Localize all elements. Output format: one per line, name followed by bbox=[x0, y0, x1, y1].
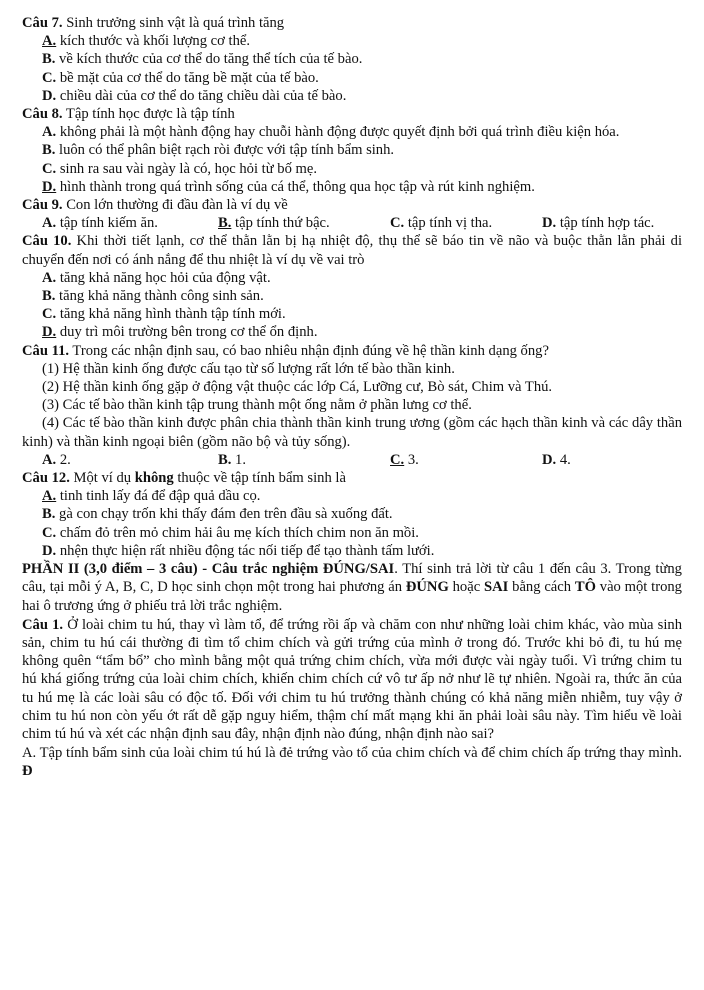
question-label: Câu 10. bbox=[22, 233, 72, 250]
options-row bbox=[22, 451, 682, 469]
option-letter: A. bbox=[42, 215, 57, 232]
option-letter: D. bbox=[42, 542, 57, 559]
option-a bbox=[22, 32, 682, 50]
option-text: 2. bbox=[56, 451, 71, 468]
option-letter-correct: A. bbox=[42, 33, 57, 50]
option-d bbox=[22, 87, 682, 105]
instruction-text: vào một trong hai ô trương ứng ở phiếu trả lời trắc nghiệm. bbox=[22, 579, 682, 614]
question-label: Câu 7. bbox=[22, 15, 63, 31]
option-a bbox=[42, 214, 218, 232]
option-letter: C. bbox=[42, 160, 57, 177]
question-stem: Khi thời tiết lạnh, cơ thể thằn lằn bị hạ nhiệt độ, thụ thể sẽ báo tin về não và buộc thằn lằn phải di chuyển đến nơi có ánh nắng để thu nhiệt là ví dụ về vai trò bbox=[22, 233, 683, 268]
option-text: 4. bbox=[556, 451, 571, 468]
question-passage: Ở loài chim tu hú, thay vì làm tổ, để trứng rồi ấp và chăm con như những loài chim khác, vào mùa sinh sản, chim tu hú cái thường đi tìm tổ chim chích và gửi trứng của mình ở trong đó. Trước khi bỏ đi, tu hú mẹ không quên “tẩm bổ” cho mình bằng một quả trứng chim chích, vừa mới được vài ngày tuổi. Vì trứng chim tu hú khá giống trứng của loài chim chích, khiến chim chích cứ vô tư ấp nở như lẽ tự nhiên. Ngoài ra, thức ăn của tu hú mẹ là các loài sâu có độc tố. Đối với chim tu hú trưởng thành chúng có khả năng miễn nhiễm, tuy vậy ở chim tu hú non còn yếu ớt rất dễ gặp nguy hiểm, thậm chí mất mạng khi ăn phải loài sâu này. Tìm hiểu về loài chim tú hú và xét các nhận định sau đây, nhận định nào đúng, nhận định nào sai? bbox=[22, 616, 683, 742]
option-letter: B. bbox=[42, 506, 56, 523]
options-row bbox=[22, 214, 682, 232]
statement-1: (1) Hệ thần kinh ống được cấu tạo từ số lượng rất lớn tế bào thần kinh. bbox=[42, 360, 455, 377]
option-text: kích thước và khối lượng cơ thể. bbox=[56, 33, 250, 50]
option-text: tập tính kiếm ăn. bbox=[56, 215, 158, 232]
option-text: tăng khả năng học hỏi của động vật. bbox=[56, 269, 271, 286]
option-text: bề mặt của cơ thể do tăng bề mặt của tế bào. bbox=[56, 69, 319, 86]
option-b bbox=[218, 451, 390, 469]
option-c bbox=[22, 524, 682, 542]
question-stem: Tập tính học được là tập tính bbox=[62, 106, 235, 123]
option-text: chiều dài của cơ thể do tăng chiều dài của tế bào. bbox=[56, 87, 347, 104]
option-text: nhện thực hiện rất nhiều động tác nối tiếp để tạo thành tấm lưới. bbox=[56, 542, 435, 559]
option-text: tập tính thứ bậc. bbox=[231, 215, 330, 232]
option-letter: A. bbox=[42, 269, 57, 286]
option-c bbox=[390, 214, 542, 232]
option-d bbox=[22, 542, 682, 560]
option-text: duy trì môi trường bên trong cơ thể ổn định. bbox=[56, 324, 318, 341]
option-text: tăng khả năng hình thành tập tính mới. bbox=[56, 306, 286, 323]
question-stem: thuộc về tập tính bẩm sinh là bbox=[173, 470, 346, 487]
question-label: Câu 1. bbox=[22, 616, 64, 633]
option-text: tập tính vị tha. bbox=[404, 215, 493, 232]
option-c bbox=[22, 69, 682, 87]
instruction-text: bằng cách bbox=[508, 579, 575, 596]
option-letter-correct: B. bbox=[218, 215, 232, 232]
question-7 bbox=[22, 14, 682, 32]
question-stem-emphasis: không bbox=[134, 470, 174, 487]
option-a bbox=[22, 487, 682, 505]
option-d bbox=[542, 214, 682, 232]
option-letter-correct: A. bbox=[42, 488, 57, 505]
option-c bbox=[22, 160, 682, 178]
option-letter: B. bbox=[42, 288, 56, 305]
option-c bbox=[390, 451, 542, 469]
instruction-text: . Thí sinh trả lời từ câu 1 đến câu 3. Trong từng câu, tại mỗi ý A, B, C, D học sinh chọn một trong hai phương án bbox=[22, 561, 682, 596]
question-stem: Trong các nhận định sau, có bao nhiêu nhận định đúng về hệ thần kinh dạng ống? bbox=[69, 342, 549, 359]
option-text: gà con chạy trốn khi thấy đám đen trên đầu sà xuống đất. bbox=[55, 506, 393, 523]
option-d bbox=[542, 451, 682, 469]
question-stem: Một ví dụ bbox=[69, 470, 135, 487]
part-2-instructions bbox=[22, 560, 682, 615]
option-a bbox=[22, 269, 682, 287]
statement-2: (2) Hệ thần kinh ống gặp ở động vật thuộc các lớp Cá, Lưỡng cư, Bò sát, Chim và Thú. bbox=[42, 379, 553, 396]
part-2-question-1 bbox=[22, 616, 682, 743]
option-letter: C. bbox=[390, 215, 405, 232]
option-text: chấm đỏ trên mỏ chim hải âu mẹ kích thích chim non ăn mồi. bbox=[56, 524, 419, 541]
option-b bbox=[22, 50, 682, 68]
option-d bbox=[22, 323, 682, 341]
statement-3: (3) Các tế bào thần kinh tập trung thành một ống nằm ở phần lưng cơ thể. bbox=[42, 397, 472, 414]
option-letter: A. bbox=[42, 451, 57, 468]
option-letter: C. bbox=[42, 524, 57, 541]
option-b bbox=[22, 141, 682, 159]
option-text: tập tính hợp tác. bbox=[556, 215, 655, 232]
option-letter: C. bbox=[42, 306, 57, 323]
option-text: sinh ra sau vài ngày là có, học hỏi từ bố mẹ. bbox=[56, 160, 318, 177]
question-12 bbox=[22, 469, 682, 487]
option-letter: D. bbox=[542, 451, 557, 468]
question-9 bbox=[22, 196, 682, 214]
instruction-emphasis: SAI bbox=[484, 579, 509, 596]
option-letter: C. bbox=[42, 69, 57, 86]
option-a bbox=[42, 451, 218, 469]
option-letter: B. bbox=[218, 451, 232, 468]
option-letter: A. bbox=[42, 124, 57, 141]
option-letter-correct: D. bbox=[42, 324, 57, 341]
option-text: hình thành trong quá trình sống của cá thể, thông qua học tập và rút kinh nghiệm. bbox=[56, 178, 535, 195]
option-a bbox=[22, 123, 682, 141]
question-11 bbox=[22, 342, 682, 360]
option-letter: D. bbox=[42, 87, 57, 104]
question-label: Câu 11. bbox=[22, 342, 70, 359]
option-letter: B. bbox=[42, 142, 56, 159]
question-label: Câu 8. bbox=[22, 106, 63, 123]
option-letter: B. bbox=[42, 51, 56, 68]
option-c bbox=[22, 305, 682, 323]
part-heading: PHẦN II (3,0 điểm – 3 câu) - Câu trắc nghiệm ĐÚNG/SAI bbox=[22, 561, 395, 578]
instruction-text: hoặc bbox=[448, 579, 484, 596]
option-letter: D. bbox=[542, 215, 557, 232]
option-d bbox=[22, 178, 682, 196]
instruction-emphasis: ĐÚNG bbox=[405, 579, 449, 596]
option-b bbox=[22, 505, 682, 523]
question-8 bbox=[22, 105, 682, 123]
statement-a bbox=[22, 744, 682, 780]
question-10 bbox=[22, 232, 682, 268]
question-stem: Sinh trưởng sinh vật là quá trình tăng bbox=[62, 15, 285, 31]
option-b bbox=[218, 214, 390, 232]
question-label: Câu 12. bbox=[22, 470, 70, 487]
option-text: tăng khả năng thành công sinh sản. bbox=[55, 288, 264, 305]
option-text: về kích thước của cơ thể do tăng thể tích của tế bào. bbox=[55, 51, 363, 68]
option-text: tinh tinh lấy đá để đập quả dầu cọ. bbox=[56, 488, 261, 505]
option-letter-correct: D. bbox=[42, 178, 57, 195]
option-b bbox=[22, 287, 682, 305]
statement-4: (4) Các tế bào thần kinh được phân chia thành thần kinh trung ương (gồm các hạch thần kinh và các dây thần kinh) và thần kinh ngoại biên (gồm não bộ và tủy sống). bbox=[22, 415, 682, 450]
question-stem: Con lớn thường đi đầu đàn là ví dụ về bbox=[62, 197, 288, 214]
option-text: không phải là một hành động hay chuỗi hành động được quyết định bởi quá trình điều kiện hóa. bbox=[56, 124, 620, 141]
option-text: luôn có thể phân biệt rạch ròi được với tập tính bẩm sinh. bbox=[55, 142, 395, 159]
answer-mark: Đ bbox=[22, 763, 33, 780]
option-text: 3. bbox=[404, 451, 419, 468]
option-text: 1. bbox=[231, 451, 246, 468]
statement-text: A. Tập tính bẩm sinh của loài chim tú hú là đẻ trứng vào tổ của chim chích và để chim chích ấp trứng thay mình. bbox=[22, 745, 682, 762]
option-letter-correct: C. bbox=[390, 451, 405, 468]
question-label: Câu 9. bbox=[22, 197, 63, 214]
instruction-emphasis: TÔ bbox=[574, 579, 596, 596]
